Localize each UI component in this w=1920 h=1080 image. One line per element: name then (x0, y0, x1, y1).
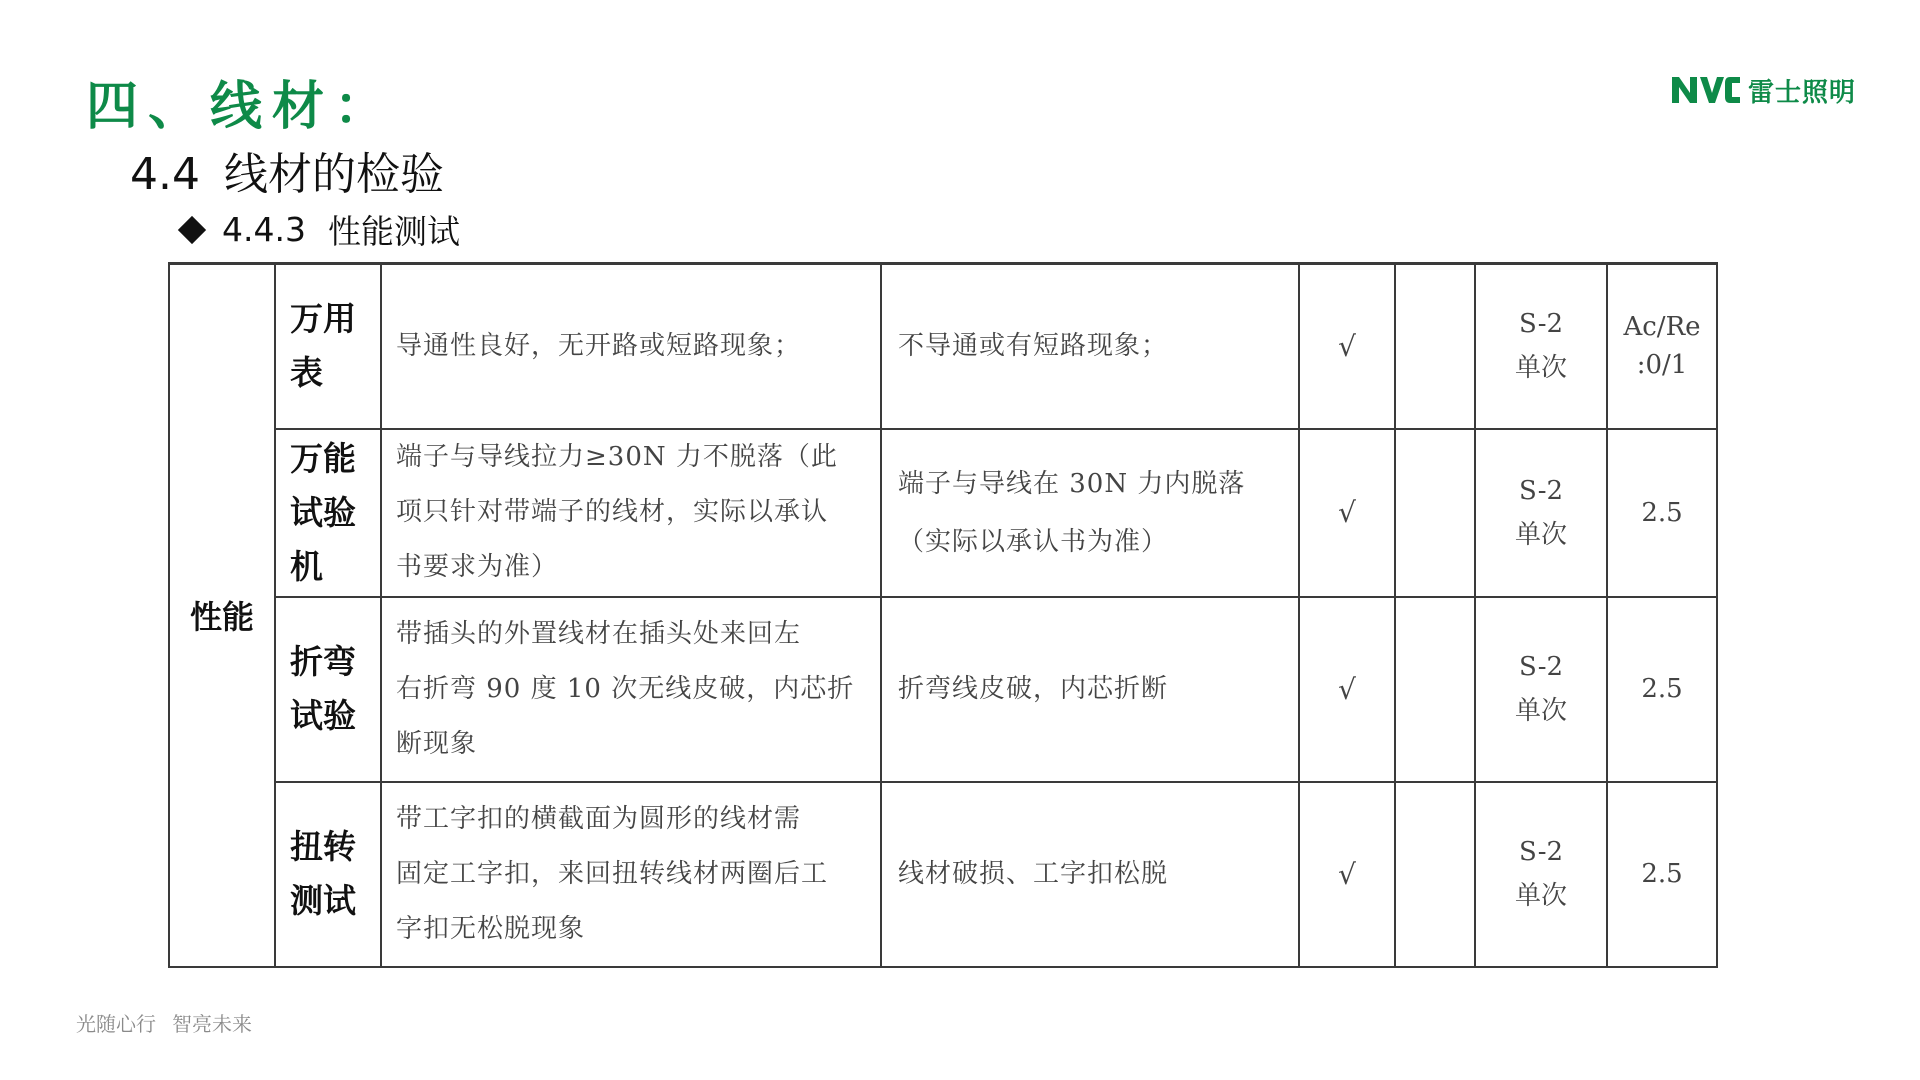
defect-cell (881, 782, 1299, 967)
inspection-level-cell-line: S-2 (1518, 475, 1564, 506)
footer-slogan-2: 智亮未来 (172, 1012, 252, 1036)
standard-cell-line: 导通性良好，无开路或短路现象； (396, 330, 802, 361)
aql-cell (1607, 782, 1717, 967)
diamond-bullet-icon (178, 215, 206, 243)
standard-cell-line: 带工字扣的横截面为圆形的线材需 (396, 803, 802, 834)
standard-cell-line: 带插头的外置线材在插头处来回左 (396, 618, 802, 649)
defect-cell-line: （实际以承认书为准） (898, 526, 1169, 557)
table-row (169, 782, 1717, 967)
subsection-title: 性能测试 (327, 212, 460, 251)
empty-cell (1395, 597, 1475, 782)
check-mark-cell: √ (1299, 782, 1395, 967)
inspection-level-cell-line: S-2 (1518, 652, 1564, 682)
check-mark-cell: √ (1299, 264, 1395, 429)
aql-cell-line: 2.5 (1641, 859, 1683, 889)
category-cell: 性能 (169, 264, 275, 967)
standard-cell (381, 782, 881, 967)
standard-cell-line: 字扣无松脱现象 (396, 913, 586, 944)
inspection-level-cell (1475, 429, 1607, 597)
standard-cell-line: 右折弯 90 度 10 次无线皮破，内芯折 (396, 673, 855, 704)
standard-cell-line: 断现象 (396, 728, 478, 759)
test-method-cell-line: 试验 (290, 696, 356, 735)
aql-cell (1607, 264, 1717, 429)
section-subheading (130, 138, 444, 202)
footer-slogan (76, 1008, 252, 1037)
nvc-logo-mark-icon (1670, 75, 1742, 105)
defect-cell-line: 不导通或有短路现象； (898, 331, 1169, 362)
standard-cell-line: 固定工字扣，来回扭转线材两圈后工 (396, 858, 829, 889)
subsection-heading (178, 206, 460, 253)
inspection-level-cell (1475, 782, 1607, 967)
test-method-cell-line: 折弯 (290, 642, 356, 681)
standard-cell-line: 项只针对带端子的线材，实际以承认 (396, 497, 829, 527)
inspection-level-cell-line: 单次 (1514, 353, 1567, 384)
inspection-level-cell-line: 单次 (1514, 881, 1567, 911)
check-mark-cell: √ (1299, 429, 1395, 597)
standard-cell (381, 264, 881, 429)
footer-slogan-1: 光随心行 (76, 1012, 156, 1036)
defect-cell-line: 折弯线皮破，内芯折断 (898, 674, 1169, 704)
defect-cell (881, 597, 1299, 782)
test-method-cell-line: 万用 (290, 299, 356, 339)
aql-cell-line: 2.5 (1641, 497, 1683, 528)
test-method-cell-line: 表 (290, 353, 323, 393)
inspection-level-cell-line: S-2 (1518, 309, 1564, 340)
aql-cell (1607, 597, 1717, 782)
standard-cell (381, 429, 881, 597)
inspection-level-cell (1475, 264, 1607, 429)
aql-cell-line: Ac/Re (1623, 312, 1701, 343)
subsection-number: 4.4.3 (222, 210, 306, 249)
inspection-level-cell (1475, 597, 1607, 782)
test-method-cell-line: 试验 (290, 492, 356, 532)
defect-cell (881, 429, 1299, 597)
table-row (169, 264, 1717, 429)
empty-cell (1395, 429, 1475, 597)
check-mark-cell: √ (1299, 597, 1395, 782)
aql-cell (1607, 429, 1717, 597)
test-method-cell-line: 扭转 (290, 827, 356, 866)
inspection-level-cell-line: 单次 (1514, 519, 1567, 550)
empty-cell (1395, 782, 1475, 967)
standard-cell-line: 书要求为准） (396, 552, 559, 582)
inspection-level-cell-line: 单次 (1514, 696, 1567, 726)
inspection-level-cell-line: S-2 (1518, 837, 1564, 867)
performance-test-table (168, 262, 1718, 968)
test-method-cell (275, 782, 381, 967)
defect-cell-line: 线材破损、工字扣松脱 (898, 859, 1169, 889)
standard-cell (381, 597, 881, 782)
nvc-logo (1670, 70, 1856, 110)
table-row (169, 597, 1717, 782)
page-heading: 四、线材： (86, 77, 397, 137)
aql-cell-line: 2.5 (1641, 674, 1683, 704)
test-method-cell-line: 机 (290, 546, 323, 586)
defect-cell-line: 端子与导线在 30N 力内脱落 (898, 468, 1246, 499)
section-number: 4.4 (130, 149, 200, 200)
test-method-cell (275, 264, 381, 429)
test-method-cell (275, 429, 381, 597)
empty-cell (1395, 264, 1475, 429)
test-method-cell-line: 测试 (290, 881, 356, 920)
section-title: 线材的检验 (223, 149, 444, 200)
standard-cell-line: 端子与导线拉力≥30N 力不脱落（此 (396, 442, 838, 472)
aql-cell-line: :0/1 (1636, 350, 1688, 381)
logo-text: 雷士照明 (1748, 77, 1857, 108)
test-method-cell-line: 万能 (290, 438, 356, 478)
table-row (169, 429, 1717, 597)
defect-cell (881, 264, 1299, 429)
test-method-cell (275, 597, 381, 782)
